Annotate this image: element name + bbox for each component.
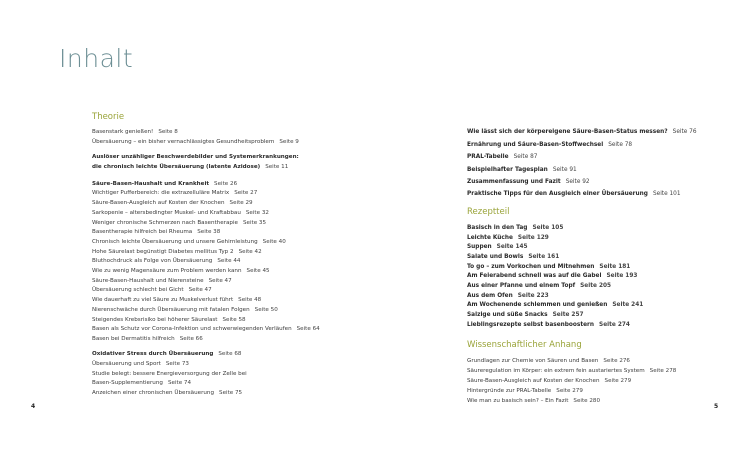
toc-entry: Oxidativer Stress durch Übersäuerung Seite 68 bbox=[92, 351, 242, 357]
toc-entry: Basen-Supplementierung Seite 74 bbox=[92, 380, 192, 386]
page-number-left: 4 bbox=[31, 403, 36, 410]
toc-entry: Säure-Basen-Ausgleich auf Kosten der Knochen Seite 279 bbox=[467, 378, 632, 384]
toc-entry: Basisch in den Tag Seite 105 bbox=[467, 225, 564, 231]
toc-entry: Chronisch leichte Übersäuerung und unsere Gehirnleistung Seite 40 bbox=[92, 239, 286, 245]
toc-entry: Wichtiger Pufferbereich: die extrazelluläre Matrix Seite 27 bbox=[92, 190, 258, 196]
toc-entry: Säure-Basen-Ausgleich auf Kosten der Knochen Seite 29 bbox=[92, 200, 253, 206]
toc-entry: To go – zum Vorkochen und Mitnehmen Seite 181 bbox=[467, 264, 631, 270]
toc-entry: Leichte Küche Seite 129 bbox=[467, 235, 549, 241]
toc-entry: Hohe Säurelast begünstigt Diabetes mellitus Typ 2 Seite 42 bbox=[92, 249, 262, 255]
toc-entry: Suppen Seite 145 bbox=[467, 244, 528, 250]
toc-entry: Weniger chronische Schmerzen nach Basentherapie Seite 35 bbox=[92, 220, 267, 226]
toc-entry: Säureregulation im Körper: ein extrem fein austariertes System Seite 278 bbox=[467, 368, 677, 374]
toc-entry: Praktische Tipps für den Ausgleich einer Übersäuerung Seite 101 bbox=[467, 191, 681, 197]
section-heading-rezeptteil: Rezeptteil bbox=[467, 207, 510, 217]
toc-entry: Wie man zu basisch sein? – Ein Fazit Seite 280 bbox=[467, 398, 601, 404]
toc-entry: Beispielhafter Tagesplan Seite 91 bbox=[467, 167, 577, 173]
toc-entry: die chronisch leichte Übersäuerung (latente Azidose) Seite 11 bbox=[92, 164, 289, 170]
toc-entry: Wie lässt sich der körpereigene Säure-Basen-Status messen? Seite 76 bbox=[467, 129, 697, 135]
page-title: Inhalt bbox=[59, 44, 134, 73]
toc-entry: Übersäuerung – ein bisher vernachlässigtes Gesundheitsproblem Seite 9 bbox=[92, 139, 299, 145]
toc-entry: Steigendes Krebsrisiko bei höherer Säurelast Seite 58 bbox=[92, 317, 246, 323]
toc-entry: Übersäuerung schlecht bei Gicht Seite 47 bbox=[92, 287, 212, 293]
toc-entry: Lieblingsrezepte selbst basenboostern Seite 274 bbox=[467, 322, 630, 328]
toc-entry: Übersäuerung und Sport Seite 73 bbox=[92, 361, 189, 367]
page-number-right: 5 bbox=[714, 403, 719, 410]
toc-entry: Salate und Bowls Seite 161 bbox=[467, 254, 560, 260]
section-heading-anhang: Wissenschaftlicher Anhang bbox=[467, 340, 582, 350]
toc-entry: Studie belegt: bessere Energieversorgung der Zelle bei bbox=[92, 371, 247, 377]
toc-entry: Sarkopenie – altersbedingter Muskel- und Kraftabbau Seite 32 bbox=[92, 210, 269, 216]
toc-entry: Basenstark genießen! Seite 8 bbox=[92, 129, 178, 135]
toc-entry: Wie zu wenig Magensäure zum Problem werden kann Seite 45 bbox=[92, 268, 270, 274]
toc-entry: Basentherapie hilfreich bei Rheuma Seite 38 bbox=[92, 229, 221, 235]
toc-entry: PRAL-Tabelle Seite 87 bbox=[467, 154, 538, 160]
toc-entry: Nierenschwäche durch Übersäuerung mit fatalen Folgen Seite 50 bbox=[92, 307, 278, 313]
toc-entry: Ernährung und Säure-Basen-Stoffwechsel Seite 78 bbox=[467, 142, 633, 148]
toc-entry: Am Wochenende schlemmen und genießen Seite 241 bbox=[467, 302, 644, 308]
toc-entry: Bluthochdruck als Folge von Übersäuerung Seite 44 bbox=[92, 258, 241, 264]
toc-entry: Grundlagen zur Chemie von Säuren und Basen Seite 276 bbox=[467, 358, 630, 364]
toc-entry: Zusammenfassung und Fazit Seite 92 bbox=[467, 179, 590, 185]
toc-entry: Auslöser unzähliger Beschwerdebilder und Systemerkrankungen: bbox=[92, 154, 299, 160]
toc-entry: Aus dem Ofen Seite 223 bbox=[467, 293, 549, 299]
toc-entry: Basen als Schutz vor Corona-Infektion und schwerwiegenden Verläufen Seite 64 bbox=[92, 326, 320, 332]
toc-entry: Salzige und süße Snacks Seite 257 bbox=[467, 312, 584, 318]
toc-entry: Am Feierabend schnell was auf die Gabel Seite 193 bbox=[467, 273, 638, 279]
toc-entry: Hintergründe zur PRAL-Tabelle Seite 279 bbox=[467, 388, 583, 394]
toc-entry: Aus einer Pfanne und einem Topf Seite 205 bbox=[467, 283, 612, 289]
toc-entry: Säure-Basen-Haushalt und Krankheit Seite 26 bbox=[92, 181, 238, 187]
toc-entry: Wie dauerhaft zu viel Säure zu Muskelverlust führt Seite 48 bbox=[92, 297, 262, 303]
toc-entry: Basen bei Dermatitis hilfreich Seite 66 bbox=[92, 336, 203, 342]
section-heading-theorie: Theorie bbox=[92, 112, 125, 122]
toc-entry: Säure-Basen-Haushalt und Nierensteine Seite 47 bbox=[92, 278, 232, 284]
toc-entry: Anzeichen einer chronischen Übersäuerung Seite 75 bbox=[92, 390, 243, 396]
